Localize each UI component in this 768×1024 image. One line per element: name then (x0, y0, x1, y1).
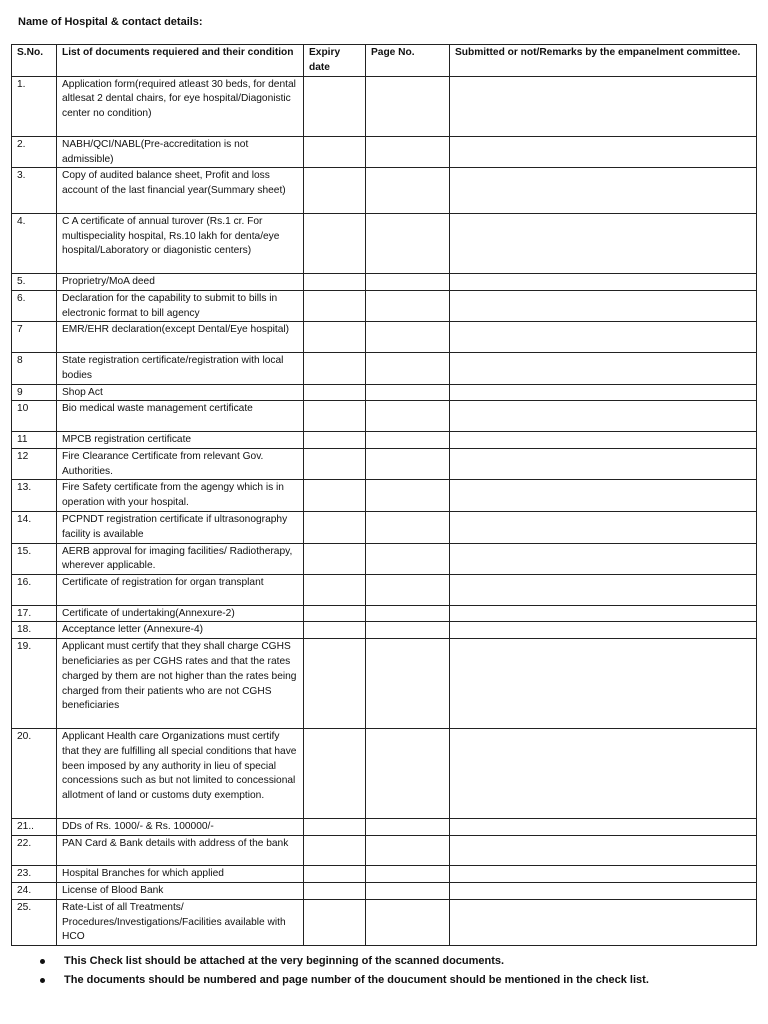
cell-document: Fire Safety certificate from the agengy which is in operation with your hospital. (57, 480, 304, 512)
cell-sno: 1. (12, 76, 57, 136)
cell-expiry-date[interactable] (304, 543, 366, 575)
cell-sno: 20. (12, 729, 57, 819)
header-documents: List of documents requiered and their condition (57, 45, 304, 77)
table-row (12, 136, 757, 168)
table-row (12, 448, 757, 480)
header-remarks: Submitted or not/Remarks by the empanelment committee. (450, 45, 757, 77)
checklist-body (12, 76, 757, 946)
header-page-no: Page No. (366, 45, 450, 77)
cell-sno: 7 (12, 322, 57, 353)
cell-document: DDs of Rs. 1000/- & Rs. 100000/- (57, 818, 304, 835)
cell-expiry-date[interactable] (304, 866, 366, 883)
cell-document: Fire Clearance Certificate from relevant Gov. Authorities. (57, 448, 304, 480)
cell-page-no[interactable] (366, 899, 450, 945)
cell-remarks[interactable] (450, 639, 757, 729)
cell-document: Applicant must certify that they shall charge CGHS beneficiaries as per CGHS rates and that the rates charged by them are not higher than the rates being charged from their patients who are not CGHS beneficiaries (57, 639, 304, 729)
table-row (12, 511, 757, 543)
cell-remarks[interactable] (450, 401, 757, 432)
cell-expiry-date[interactable] (304, 622, 366, 639)
cell-remarks[interactable] (450, 136, 757, 168)
cell-document: State registration certificate/registration with local bodies (57, 352, 304, 384)
cell-expiry-date[interactable] (304, 401, 366, 432)
cell-sno: 9 (12, 384, 57, 401)
cell-expiry-date[interactable] (304, 899, 366, 945)
cell-sno: 21.. (12, 818, 57, 835)
cell-page-no[interactable] (366, 136, 450, 168)
cell-remarks[interactable] (450, 543, 757, 575)
cell-remarks[interactable] (450, 76, 757, 136)
cell-remarks[interactable] (450, 883, 757, 900)
cell-expiry-date[interactable] (304, 431, 366, 448)
table-row (12, 818, 757, 835)
cell-document: PCPNDT registration certificate if ultrasonography facility is available (57, 511, 304, 543)
cell-page-no[interactable] (366, 605, 450, 622)
table-row (12, 605, 757, 622)
header-expiry-date: Expiry date (304, 45, 366, 77)
cell-page-no[interactable] (366, 384, 450, 401)
cell-expiry-date[interactable] (304, 384, 366, 401)
table-row (12, 729, 757, 819)
cell-page-no[interactable] (366, 729, 450, 819)
cell-page-no[interactable] (366, 543, 450, 575)
cell-page-no[interactable] (366, 401, 450, 432)
table-row (12, 273, 757, 290)
cell-remarks[interactable] (450, 818, 757, 835)
cell-expiry-date[interactable] (304, 76, 366, 136)
cell-page-no[interactable] (366, 622, 450, 639)
cell-expiry-date[interactable] (304, 818, 366, 835)
bullet-icon (40, 959, 45, 964)
cell-expiry-date[interactable] (304, 352, 366, 384)
table-row (12, 290, 757, 322)
cell-page-no[interactable] (366, 818, 450, 835)
cell-expiry-date[interactable] (304, 168, 366, 213)
table-row (12, 168, 757, 213)
cell-page-no[interactable] (366, 866, 450, 883)
cell-remarks[interactable] (450, 511, 757, 543)
cell-sno: 13. (12, 480, 57, 512)
cell-document: PAN Card & Bank details with address of the bank (57, 835, 304, 866)
cell-sno: 15. (12, 543, 57, 575)
instruction-text: This Check list should be attached at the very beginning of the scanned documents. (64, 955, 505, 967)
cell-sno: 10 (12, 401, 57, 432)
cell-page-no[interactable] (366, 431, 450, 448)
cell-expiry-date[interactable] (304, 448, 366, 480)
cell-page-no[interactable] (366, 76, 450, 136)
cell-document: Proprietry/MoA deed (57, 273, 304, 290)
cell-remarks[interactable] (450, 575, 757, 606)
cell-document: Acceptance letter (Annexure-4) (57, 622, 304, 639)
cell-remarks[interactable] (450, 866, 757, 883)
cell-expiry-date[interactable] (304, 480, 366, 512)
cell-sno: 5. (12, 273, 57, 290)
cell-remarks[interactable] (450, 729, 757, 819)
cell-expiry-date[interactable] (304, 835, 366, 866)
table-row (12, 213, 757, 273)
table-header-row (12, 45, 757, 77)
cell-remarks[interactable] (450, 622, 757, 639)
cell-page-no[interactable] (366, 168, 450, 213)
table-row (12, 622, 757, 639)
cell-sno: 8 (12, 352, 57, 384)
cell-remarks[interactable] (450, 480, 757, 512)
table-row (12, 322, 757, 353)
cell-expiry-date[interactable] (304, 575, 366, 606)
cell-document: Applicant Health care Organizations must certify that they are fulfilling all special conditions that have been imposed by any authority in lieu of special concessions such as but not limited to concessional allotment of land or customs duty exemption. (57, 729, 304, 819)
cell-sno: 14. (12, 511, 57, 543)
header-sno: S.No. (12, 45, 57, 77)
table-row (12, 639, 757, 729)
cell-remarks[interactable] (450, 290, 757, 322)
cell-remarks[interactable] (450, 384, 757, 401)
cell-expiry-date[interactable] (304, 511, 366, 543)
cell-sno: 18. (12, 622, 57, 639)
cell-page-no[interactable] (366, 639, 450, 729)
cell-remarks[interactable] (450, 605, 757, 622)
cell-document: MPCB registration certificate (57, 431, 304, 448)
cell-remarks[interactable] (450, 322, 757, 353)
cell-document: Declaration for the capability to submit to bills in electronic format to bill agency (57, 290, 304, 322)
cell-remarks[interactable] (450, 835, 757, 866)
table-row (12, 401, 757, 432)
cell-sno: 4. (12, 213, 57, 273)
cell-remarks[interactable] (450, 352, 757, 384)
cell-page-no[interactable] (366, 273, 450, 290)
table-row (12, 431, 757, 448)
cell-page-no[interactable] (366, 448, 450, 480)
cell-document: Bio medical waste management certificate (57, 401, 304, 432)
cell-page-no[interactable] (366, 835, 450, 866)
cell-expiry-date[interactable] (304, 136, 366, 168)
cell-document: Hospital Branches for which applied (57, 866, 304, 883)
cell-page-no[interactable] (366, 480, 450, 512)
cell-page-no[interactable] (366, 213, 450, 273)
cell-remarks[interactable] (450, 168, 757, 213)
cell-sno: 2. (12, 136, 57, 168)
table-row (12, 899, 757, 945)
table-row (12, 384, 757, 401)
cell-sno: 16. (12, 575, 57, 606)
cell-document: Certificate of undertaking(Annexure-2) (57, 605, 304, 622)
instruction-item (40, 974, 649, 988)
cell-sno: 12 (12, 448, 57, 480)
cell-remarks[interactable] (450, 273, 757, 290)
table-row (12, 76, 757, 136)
bullet-icon (40, 978, 45, 983)
cell-sno: 6. (12, 290, 57, 322)
instructions-list (40, 955, 649, 993)
cell-page-no[interactable] (366, 290, 450, 322)
cell-sno: 25. (12, 899, 57, 945)
cell-expiry-date[interactable] (304, 290, 366, 322)
cell-sno: 3. (12, 168, 57, 213)
cell-sno: 22. (12, 835, 57, 866)
cell-sno: 23. (12, 866, 57, 883)
cell-page-no[interactable] (366, 352, 450, 384)
cell-expiry-date[interactable] (304, 883, 366, 900)
cell-document: Shop Act (57, 384, 304, 401)
cell-remarks[interactable] (450, 431, 757, 448)
cell-document: NABH/QCI/NABL(Pre-accreditation is not admissible) (57, 136, 304, 168)
form-title: Name of Hospital & contact details: (18, 16, 203, 28)
cell-remarks[interactable] (450, 213, 757, 273)
instruction-text: The documents should be numbered and page number of the doucument should be mentioned in the check list. (64, 974, 649, 986)
table-row (12, 866, 757, 883)
cell-expiry-date[interactable] (304, 729, 366, 819)
cell-expiry-date[interactable] (304, 322, 366, 353)
documents-checklist-table (11, 44, 757, 946)
cell-document: AERB approval for imaging facilities/ Radiotherapy, wherever applicable. (57, 543, 304, 575)
cell-sno: 11 (12, 431, 57, 448)
instruction-item (40, 955, 649, 969)
table-row (12, 883, 757, 900)
cell-expiry-date[interactable] (304, 273, 366, 290)
cell-expiry-date[interactable] (304, 639, 366, 729)
cell-expiry-date[interactable] (304, 605, 366, 622)
cell-sno: 19. (12, 639, 57, 729)
cell-document: Application form(required atleast 30 beds, for dental altlesat 2 dental chairs, for eye hospital/Diagonistic center no condition) (57, 76, 304, 136)
table-row (12, 835, 757, 866)
cell-document: Rate-List of all Treatments/ Procedures/Investigations/Facilities available with HCO (57, 899, 304, 945)
cell-expiry-date[interactable] (304, 213, 366, 273)
cell-document: EMR/EHR declaration(except Dental/Eye hospital) (57, 322, 304, 353)
cell-sno: 24. (12, 883, 57, 900)
cell-document: C A certificate of annual turover (Rs.1 cr. For multispeciality hospital, Rs.10 lakh for denta/eye hospital/Laboratory or diagonistic centers) (57, 213, 304, 273)
cell-remarks[interactable] (450, 448, 757, 480)
table-row (12, 543, 757, 575)
cell-sno: 17. (12, 605, 57, 622)
cell-document: License of Blood Bank (57, 883, 304, 900)
cell-page-no[interactable] (366, 511, 450, 543)
cell-page-no[interactable] (366, 322, 450, 353)
table-row (12, 352, 757, 384)
table-row (12, 480, 757, 512)
cell-document: Certificate of registration for organ transplant (57, 575, 304, 606)
table-row (12, 575, 757, 606)
cell-page-no[interactable] (366, 883, 450, 900)
cell-document: Copy of audited balance sheet, Profit and loss account of the last financial year(Summary sheet) (57, 168, 304, 213)
cell-page-no[interactable] (366, 575, 450, 606)
cell-remarks[interactable] (450, 899, 757, 945)
